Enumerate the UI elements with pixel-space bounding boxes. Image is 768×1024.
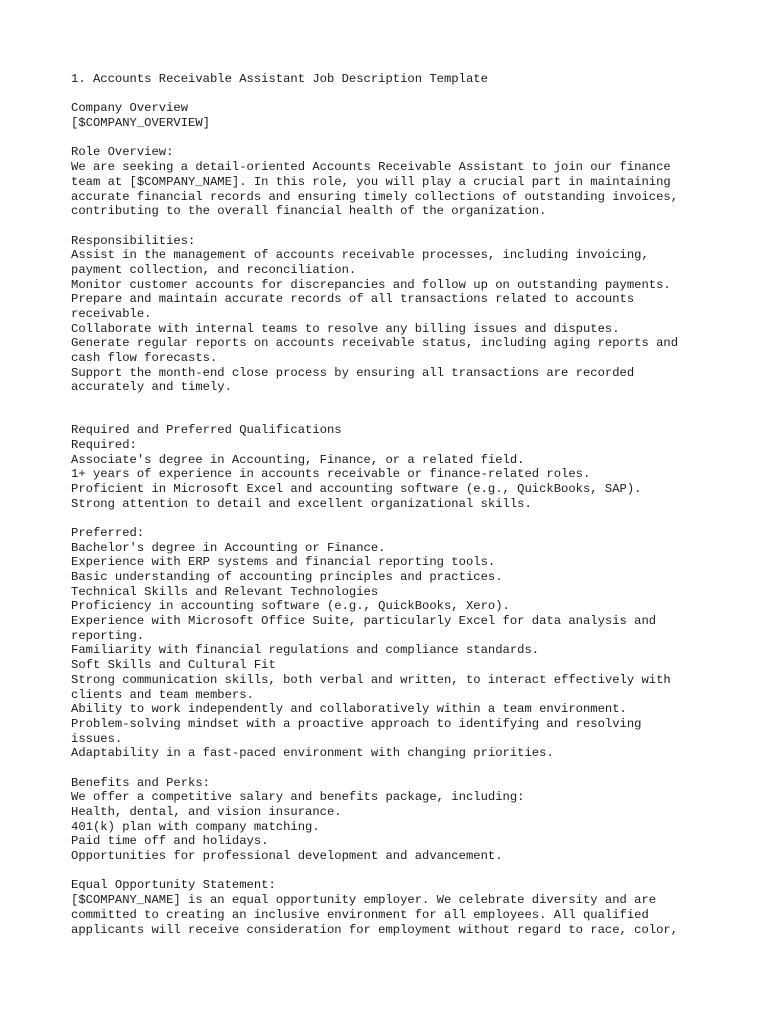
role-overview-line: team at [$COMPANY_NAME]. In this role, you will play a crucial part in maintaining: [71, 174, 671, 189]
role-overview-line: We are seeking a detail-oriented Accounts Receivable Assistant to join our finance: [71, 160, 671, 175]
benefit-line: Health, dental, and vision insurance.: [71, 805, 342, 819]
equal-opportunity-line: applicants will receive consideration for employment without regard to race, color,: [71, 922, 679, 937]
equal-opportunity-heading: Equal Opportunity Statement:: [71, 878, 276, 893]
equal-opportunity-line: [$COMPANY_NAME] is an equal opportunity employer. We celebrate diversity and are: [71, 893, 657, 908]
equal-opportunity-line: committed to creating an inclusive environment for all employees. All qualified: [71, 907, 649, 922]
benefit-line: We offer a competitive salary and benefits package, including:: [71, 790, 525, 805]
preferred-line: Familiarity with financial regulations and compliance standards.: [71, 643, 540, 658]
preferred-line: Basic understanding of accounting principles and practices.: [71, 570, 503, 584]
company-overview-section: [71, 101, 731, 130]
benefit-line: Opportunities for professional development and advancement.: [71, 849, 503, 864]
benefit-line: 401(k) plan with company matching.: [71, 819, 320, 834]
qualifications-heading: Required and Preferred Qualifications: [71, 423, 342, 438]
preferred-line: Proficiency in accounting software (e.g., QuickBooks, Xero).: [71, 599, 510, 614]
role-overview-heading: Role Overview:: [71, 145, 174, 160]
preferred-line: Experience with Microsoft Office Suite, particularly Excel for data analysis and: [71, 614, 657, 629]
responsibility-line: cash flow forecasts.: [71, 351, 218, 366]
preferred-line: clients and team members.: [71, 687, 254, 702]
preferred-line: Soft Skills and Cultural Fit: [71, 658, 276, 673]
document-page: [71, 72, 731, 937]
required-line: Proficient in Microsoft Excel and accounting software (e.g., QuickBooks, SAP).: [71, 481, 642, 496]
preferred-line: Ability to work independently and collaboratively within a team environment.: [71, 702, 627, 717]
responsibility-line: Collaborate with internal teams to resolve any billing issues and disputes.: [71, 321, 620, 336]
qualifications-section: [71, 423, 731, 761]
required-line: Associate's degree in Accounting, Finance, or a related field.: [71, 452, 525, 467]
responsibility-line: Assist in the management of accounts receivable processes, including invoicing,: [71, 248, 649, 263]
responsibilities-section: [71, 234, 731, 396]
preferred-line: Technical Skills and Relevant Technologies: [71, 584, 379, 599]
responsibility-line: Generate regular reports on accounts receivable status, including aging reports and: [71, 336, 679, 351]
preferred-line: reporting.: [71, 628, 145, 643]
required-line: Strong attention to detail and excellent organizational skills.: [71, 496, 532, 511]
company-overview-heading: Company Overview: [71, 101, 189, 116]
benefits-heading: Benefits and Perks:: [71, 775, 210, 790]
role-overview-section: [71, 145, 731, 218]
preferred-line: Problem-solving mindset with a proactive approach to identifying and resolving: [71, 716, 642, 731]
company-overview-placeholder: [$COMPANY_OVERVIEW]: [71, 116, 210, 131]
responsibilities-heading: Responsibilities:: [71, 233, 196, 248]
responsibility-line: Monitor customer accounts for discrepancies and follow up on outstanding payments.: [71, 277, 671, 292]
preferred-line: Experience with ERP systems and financial reporting tools.: [71, 555, 496, 570]
role-overview-line: contributing to the overall financial health of the organization.: [71, 204, 547, 219]
benefit-line: Paid time off and holidays.: [71, 834, 269, 849]
required-line: 1+ years of experience in accounts receivable or finance-related roles.: [71, 467, 591, 482]
preferred-heading: Preferred:: [71, 525, 145, 540]
role-overview-line: accurate financial records and ensuring timely collections of outstanding invoices,: [71, 189, 679, 204]
preferred-line: Adaptability in a fast-paced environment with changing priorities.: [71, 746, 554, 761]
document-title: 1. Accounts Receivable Assistant Job Description Template: [71, 72, 488, 86]
preferred-line: issues.: [71, 731, 123, 746]
required-heading: Required:: [71, 437, 137, 452]
responsibility-line: payment collection, and reconciliation.: [71, 262, 357, 277]
benefits-section: [71, 776, 731, 864]
responsibility-line: accurately and timely.: [71, 380, 232, 395]
responsibility-line: Prepare and maintain accurate records of all transactions related to accounts: [71, 292, 635, 307]
responsibility-line: Support the month-end close process by ensuring all transactions are recorded: [71, 365, 635, 380]
responsibility-line: receivable.: [71, 307, 152, 321]
preferred-line: Strong communication skills, both verbal and written, to interact effectively with: [71, 672, 671, 687]
preferred-line: Bachelor's degree in Accounting or Finance.: [71, 540, 386, 555]
equal-opportunity-section: [71, 878, 731, 937]
